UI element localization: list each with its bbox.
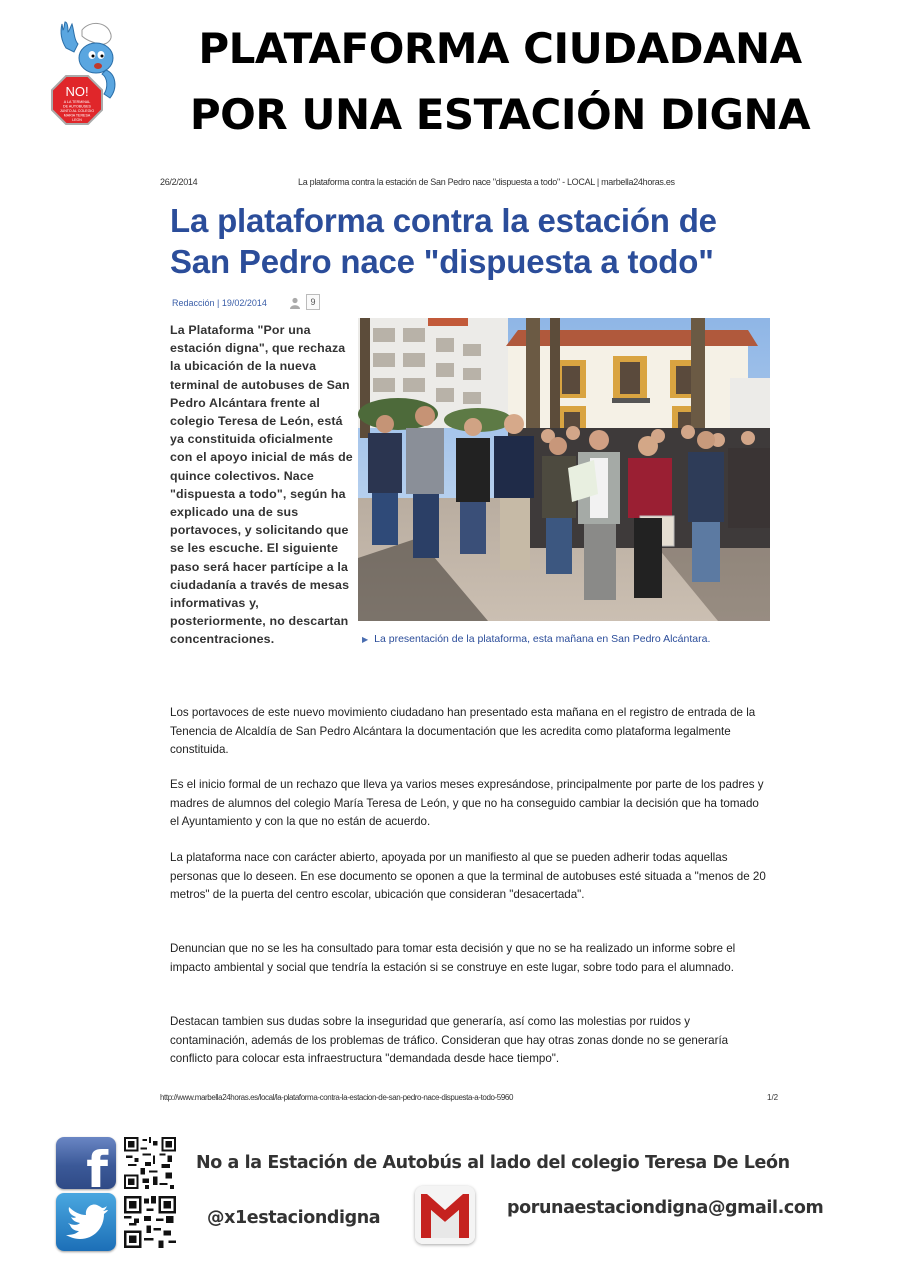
contact-email[interactable]: porunaestaciondigna@gmail.com — [507, 1198, 824, 1218]
photo-caption — [362, 633, 710, 645]
body-paragraph-5: Destacan tambien sus dudas sobre la inseguridad que generaría, así como las molestias por ruidos y contaminación, además de los problemas de tráfico. Consideran que hay otras zonas donde no se generaría conflicto para colocar esta infraestructura "demandada desde hace tiempo". — [170, 1015, 729, 1065]
user-icon — [289, 296, 301, 308]
byline: Redacción | 19/02/2014 — [172, 298, 267, 308]
print-page-number: 1/2 — [767, 1093, 779, 1102]
caption-arrow-icon: ▶ — [362, 635, 369, 644]
headline-line1: La plataforma contra la estación de — [170, 202, 717, 239]
comment-count: 9 — [310, 297, 316, 307]
facebook-qr-code-icon — [122, 1137, 178, 1189]
logo-no-text: NO! — [65, 84, 89, 99]
article-lead: La Plataforma "Por una estación digna", que rechaza la ubicación de la nueva terminal de autobuses de San Pedro Alcántara frente al colegio Teresa de León, está ya constituida oficialmente con el apoyo inicial de más de quince colectivos. Nace "dispuesta a todo", según ha explicado una de sus portavoces, y solicitando que se les escuche. El siguiente paso será hacer partícipe a la ciudadanía a través de mesas informativas y, posteriormente, no descartan concentraciones. — [170, 323, 353, 647]
svg-text:LEON: LEON — [72, 118, 82, 122]
twitter-icon[interactable] — [56, 1193, 116, 1251]
article-photo — [358, 318, 770, 621]
campaign-slogan: No a la Estación de Autobús al lado del colegio Teresa De León — [196, 1153, 790, 1173]
smurf-stop-sign-logo — [44, 18, 132, 128]
svg-text:A LA TERMINAL: A LA TERMINAL — [63, 100, 91, 104]
print-page-title: La plataforma contra la estación de San Pedro nace "dispuesta a todo" - LOCAL | marbella24horas.es — [298, 177, 675, 187]
logo-icon — [44, 18, 132, 128]
photo-image — [358, 318, 770, 621]
svg-text:JUNTO AL COLEGIO: JUNTO AL COLEGIO — [59, 109, 95, 113]
body-paragraph-1: Los portavoces de este nuevo movimiento ciudadano han presentado esta mañana en el registro de entrada de la Tenencia de Alcaldía de San Pedro Alcántara la documentación que les acredita como plataforma legalmente constituida. — [170, 706, 756, 756]
print-date: 26/2/2014 — [160, 177, 198, 187]
body-paragraph-4: Denuncian que no se les ha consultado para tomar esta decisión y que no se ha realizado un informe sobre el impacto ambiental y social que tendría la estación si se construye en este lugar, sobre todo para el alumnado. — [170, 942, 736, 974]
body-paragraph-2: Es el inicio formal de un rechazo que lleva ya varios meses expresándose, principalmente por parte de los padres y madres de alumnos del colegio María Teresa de León, y que no ha conseguido cambiar la decisión que ha tomado el Ayuntamiento y con la que no están de acuerdo. — [170, 778, 764, 828]
twitter-qr-code-icon — [124, 1196, 176, 1248]
svg-text:DE AUTOBUSES: DE AUTOBUSES — [63, 104, 91, 109]
twitter-handle[interactable]: @x1estaciondigna — [207, 1208, 381, 1228]
page-title-line2: POR UNA ESTACIÓN DIGNA — [189, 90, 811, 139]
comment-count-badge[interactable] — [306, 294, 320, 310]
facebook-glyph: f — [86, 1141, 108, 1189]
page-title-line1: PLATAFORMA CIUDADANA — [198, 24, 802, 73]
headline-line2: San Pedro nace "dispuesta a todo" — [170, 243, 714, 280]
body-paragraph-3: La plataforma nace con carácter abierto, apoyada por un manifiesto al que se pueden adherir todas aquellas personas que lo deseen. En ese documento se oponen a que la terminal de autobuses esté situada a "menos de 20 metros" de la puerta del centro escolar, ubicación que consideran "desacertada". — [170, 851, 766, 901]
facebook-icon[interactable] — [56, 1137, 116, 1189]
gmail-icon[interactable] — [415, 1186, 475, 1244]
caption-text: La presentación de la plataforma, esta mañana en San Pedro Alcántara. — [374, 633, 711, 645]
svg-text:MARIA TERESA: MARIA TERESA — [63, 113, 91, 118]
article-headline — [170, 200, 790, 282]
page-title — [150, 16, 850, 148]
print-footer-url: http://www.marbella24horas.es/local/la-plataforma-contra-la-estacion-de-san-pedro-nace-dispuesta-a-todo-5960 — [160, 1093, 514, 1102]
